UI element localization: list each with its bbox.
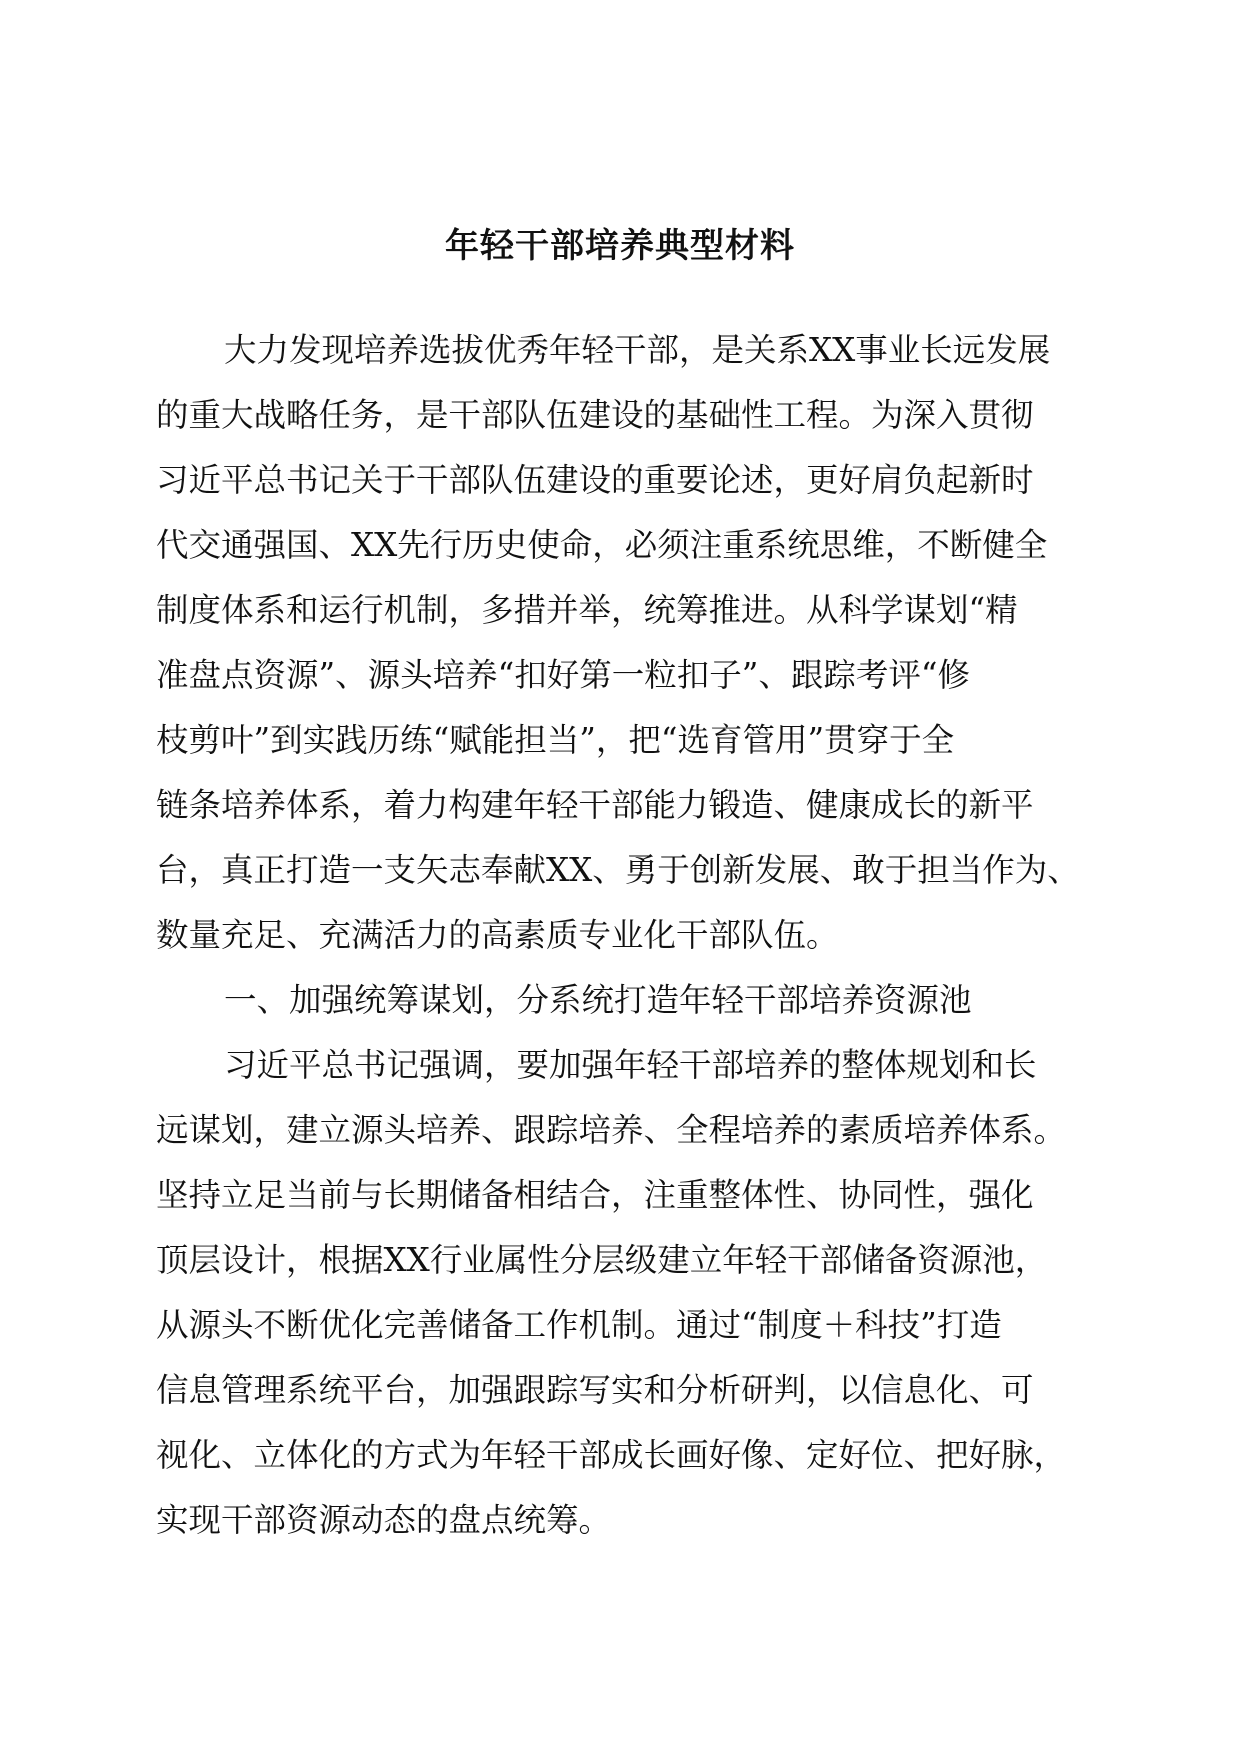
section-heading: 一、加强统筹谋划，分系统打造年轻干部培养资源池 [224, 981, 972, 1019]
paragraph-intro-line: 习近平总书记关于干部队伍建设的重要论述，更好肩负起新时 [156, 461, 1034, 499]
paragraph-intro-line: 准盘点资源”、源头培养“扣好第一粒扣子”、跟踪考评“修 [156, 656, 970, 694]
paragraph-section-line: 从源头不断优化完善储备工作机制。通过“制度＋科技”打造 [156, 1306, 1002, 1344]
paragraph-intro-line: 链条培养体系，着力构建年轻干部能力锻造、健康成长的新平 [156, 786, 1034, 824]
paragraph-intro-line: 大力发现培养选拔优秀年轻干部，是关系XX事业长远发展 [224, 331, 1051, 369]
paragraph-intro-line: 枝剪叶”到实践历练“赋能担当”，把“选育管用”贯穿于全 [156, 721, 955, 759]
paragraph-intro-line: 的重大战略任务，是干部队伍建设的基础性工程。为深入贯彻 [156, 396, 1034, 434]
paragraph-intro-line: 台，真正打造一支矢志奉献XX、勇于创新发展、敢于担当作为、 [156, 851, 1080, 889]
paragraph-section-line: 实现干部资源动态的盘点统筹。 [156, 1501, 612, 1539]
document-title: 年轻干部培养典型材料 [445, 226, 795, 266]
paragraph-section-line: 顶层设计，根据XX行业属性分层级建立年轻干部储备资源池， [156, 1241, 1048, 1279]
document-body [156, 318, 1096, 1553]
paragraph-section-line: 坚持立足当前与长期储备相结合，注重整体性、协同性，强化 [156, 1176, 1034, 1214]
paragraph-intro-line: 数量充足、充满活力的高素质专业化干部队伍。 [156, 916, 839, 954]
paragraph-section-line: 视化、立体化的方式为年轻干部成长画好像、定好位、把好脉， [156, 1436, 1067, 1474]
paragraph-section-line: 信息管理系统平台，加强跟踪写实和分析研判，以信息化、可 [156, 1371, 1034, 1409]
paragraph-section-line: 习近平总书记强调，要加强年轻干部培养的整体规划和长 [224, 1046, 1037, 1084]
paragraph-intro-line: 制度体系和运行机制，多措并举，统筹推进。从科学谋划“精 [156, 591, 1018, 629]
paragraph-section-line: 远谋划，建立源头培养、跟踪培养、全程培养的素质培养体系。 [156, 1111, 1067, 1149]
paragraph-intro-line: 代交通强国、XX先行历史使命，必须注重系统思维，不断健全 [156, 526, 1048, 564]
